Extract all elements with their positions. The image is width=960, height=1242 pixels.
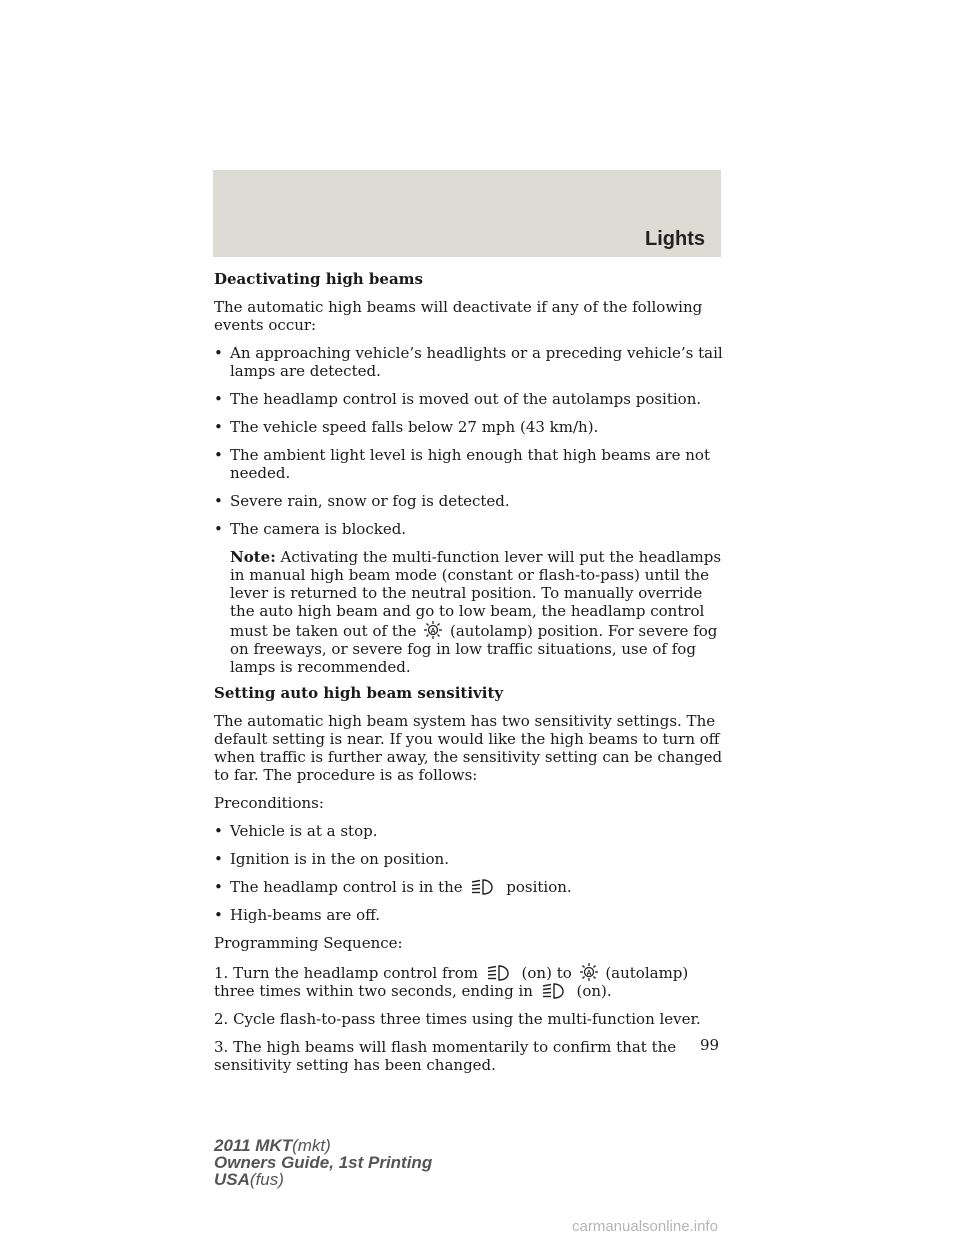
watermark-text: carmanualsonline.info [572, 1218, 718, 1235]
paragraph-intro: The automatic high beams will deactivate if any of the following events occur: [214, 298, 703, 334]
list-item: • An approaching vehicle’s headlights or a preceding vehicle’s tail lamps are detected. [214, 344, 723, 380]
list-item: • The headlamp control is in the position. [214, 878, 572, 896]
footer-print-info: 2011 MKT(mkt) Owners Guide, 1st Printing USA(fus) [214, 1136, 433, 1189]
autolamp-icon [579, 962, 599, 982]
step-1: 1. Turn the headlamp control from (on) to A (autolamp) three times within two seconds, ending in (on). [214, 964, 689, 1000]
section-header-band [213, 170, 721, 257]
page-content [214, 270, 724, 1084]
list-item: • The ambient light level is high enough that high beams are not needed. [214, 446, 710, 482]
headlamp-on-icon [540, 982, 570, 1000]
list-item: • Severe rain, snow or fog is detected. [214, 492, 510, 510]
section-title: Lights [645, 228, 705, 250]
heading-sensitivity: Setting auto high beam sensitivity [214, 684, 504, 702]
svg-text:A: A [586, 970, 592, 977]
list-item: • The vehicle speed falls below 27 mph (43 km/h). [214, 418, 599, 436]
step-2: 2. Cycle flash-to-pass three times using the multi-function lever. [214, 1010, 701, 1028]
paragraph-sensitivity-intro: The automatic high beam system has two sensitivity settings. The default setting is near. If you would like the high beams to turn off when traffic is further away, the sensitivity setting can be changed to far. The procedure is as follows: [214, 712, 723, 784]
preconditions-label: Preconditions: [214, 794, 324, 812]
list-item: • High-beams are off. [214, 906, 380, 924]
step-3: 3. The high beams will flash momentarily to confirm that the sensitivity setting has been changed. [214, 1038, 677, 1074]
page-number: 99 [700, 1036, 720, 1054]
headlamp-on-icon [469, 878, 499, 896]
headlamp-on-icon [485, 964, 515, 982]
note-label: Note: [230, 548, 276, 566]
autolamp-icon [423, 620, 443, 640]
list-item: • The camera is blocked. [214, 520, 407, 538]
note-block: Note: Activating the multi-function lever will put the headlamps in manual high beam mode (constant or flash-to-pass) until the lever is returned to the neutral position. To manually override the auto high beam and go to low beam, the headlamp control must be taken out of the A (autolamp) position. For severe fog on freeways, or severe fog in low traffic situations, use of fog lamps is recommended. [230, 548, 722, 676]
sequence-label: Programming Sequence: [214, 934, 403, 952]
svg-text:A: A [430, 628, 436, 635]
list-item: • Vehicle is at a stop. [214, 822, 378, 840]
list-item: • The headlamp control is moved out of the autolamps position. [214, 390, 702, 408]
list-item: • Ignition is in the on position. [214, 850, 449, 868]
heading-deactivating: Deactivating high beams [214, 270, 423, 288]
